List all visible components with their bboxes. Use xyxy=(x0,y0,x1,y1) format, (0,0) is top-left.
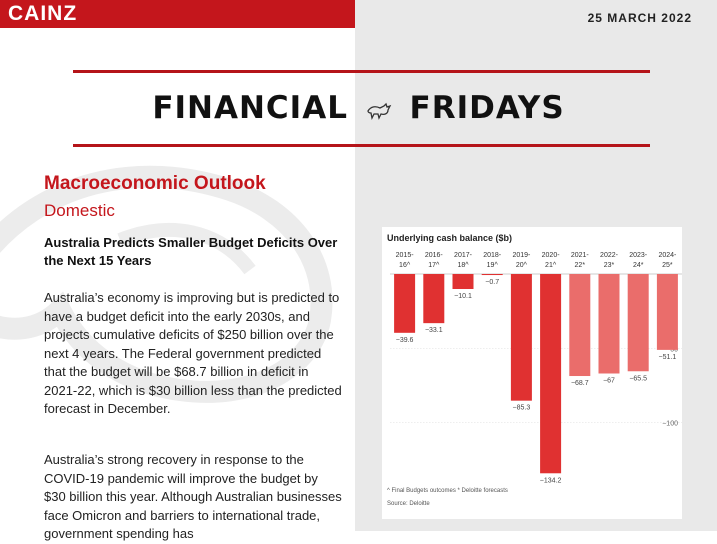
issue-date: 25 MARCH 2022 xyxy=(587,11,692,25)
category-label: 2024- xyxy=(658,252,677,259)
category-label-suffix: 18^ xyxy=(457,262,469,269)
category-label: 2021- xyxy=(570,252,589,259)
category-label-suffix: 23* xyxy=(603,262,615,269)
chart-title: Underlying cash balance ($b) xyxy=(387,233,513,243)
category-label-suffix: 21^ xyxy=(545,262,557,269)
value-label: −10.1 xyxy=(454,292,472,300)
value-label: −0.7 xyxy=(485,279,500,287)
section-subtitle: Domestic xyxy=(44,201,115,220)
category-label: 2019- xyxy=(512,252,531,259)
masthead-right: FRIDAYS xyxy=(409,90,565,126)
bar xyxy=(394,274,415,333)
category-label: 2020- xyxy=(541,252,560,259)
masthead-left: FINANCIAL xyxy=(152,90,348,126)
category-label: 2023- xyxy=(629,252,648,259)
bar xyxy=(657,274,678,350)
value-label: −134.2 xyxy=(539,477,562,485)
category-label-suffix: 16^ xyxy=(399,262,411,269)
bar xyxy=(569,274,590,376)
category-label-suffix: 25* xyxy=(662,262,673,269)
category-label: 2017- xyxy=(454,252,472,259)
category-label-suffix: 22* xyxy=(574,262,586,269)
article-paragraph-1: Australia’s economy is improving but is predicted to have a budget deficit into the early 2030s, and projects cumulative deficits of $250 billion over the next 4 years. The Federal government predicted that the budget will be $68.7 billion in deficit in 2021-22, which is $30 billion less than the predicted forecast in December. xyxy=(44,290,342,416)
category-label-suffix: 19^ xyxy=(486,262,498,269)
y-tick-label: −100 xyxy=(662,420,678,428)
bull-icon xyxy=(366,92,392,128)
chart-footnote: ^ Final Budgets outcomes * Deloitte forecasts xyxy=(387,488,508,494)
bar xyxy=(511,274,532,401)
article-paragraph-2: Australia’s strong recovery in response to the COVID-19 pandemic will improve the budget by $30 billion this year. Although Australian businesses face Omicron and barriers to international trade, government spending has xyxy=(44,452,342,541)
category-label: 2022- xyxy=(600,252,618,259)
category-label: 2018- xyxy=(483,252,502,259)
section-title: Macroeconomic Outlook xyxy=(44,173,266,194)
bar xyxy=(453,274,474,289)
category-label: 2015- xyxy=(395,252,414,259)
masthead xyxy=(0,90,717,128)
value-label: −33.1 xyxy=(424,327,443,335)
bar xyxy=(540,274,561,473)
category-label-suffix: 17^ xyxy=(428,262,440,269)
cash-balance-chart xyxy=(382,245,682,485)
bottom-rule xyxy=(73,144,650,147)
bar xyxy=(628,274,649,371)
value-label: −68.7 xyxy=(570,380,589,388)
value-label: −65.5 xyxy=(629,375,648,383)
value-label: −51.1 xyxy=(658,353,677,361)
brand-logo: CAINZ xyxy=(8,2,78,25)
bar xyxy=(482,274,503,275)
value-label: −39.6 xyxy=(395,336,414,344)
bar xyxy=(423,274,444,323)
category-label-suffix: 20^ xyxy=(515,262,527,269)
article-headline: Australia Predicts Smaller Budget Deficits Over the Next 15 Years xyxy=(44,235,338,268)
bar xyxy=(599,274,620,373)
value-label: −85.3 xyxy=(512,404,531,412)
chart-source: Source: Deloitte xyxy=(387,501,430,507)
category-label-suffix: 24* xyxy=(632,262,644,269)
value-label: −67 xyxy=(603,377,615,385)
top-rule xyxy=(73,70,650,73)
category-label: 2016- xyxy=(424,252,443,259)
